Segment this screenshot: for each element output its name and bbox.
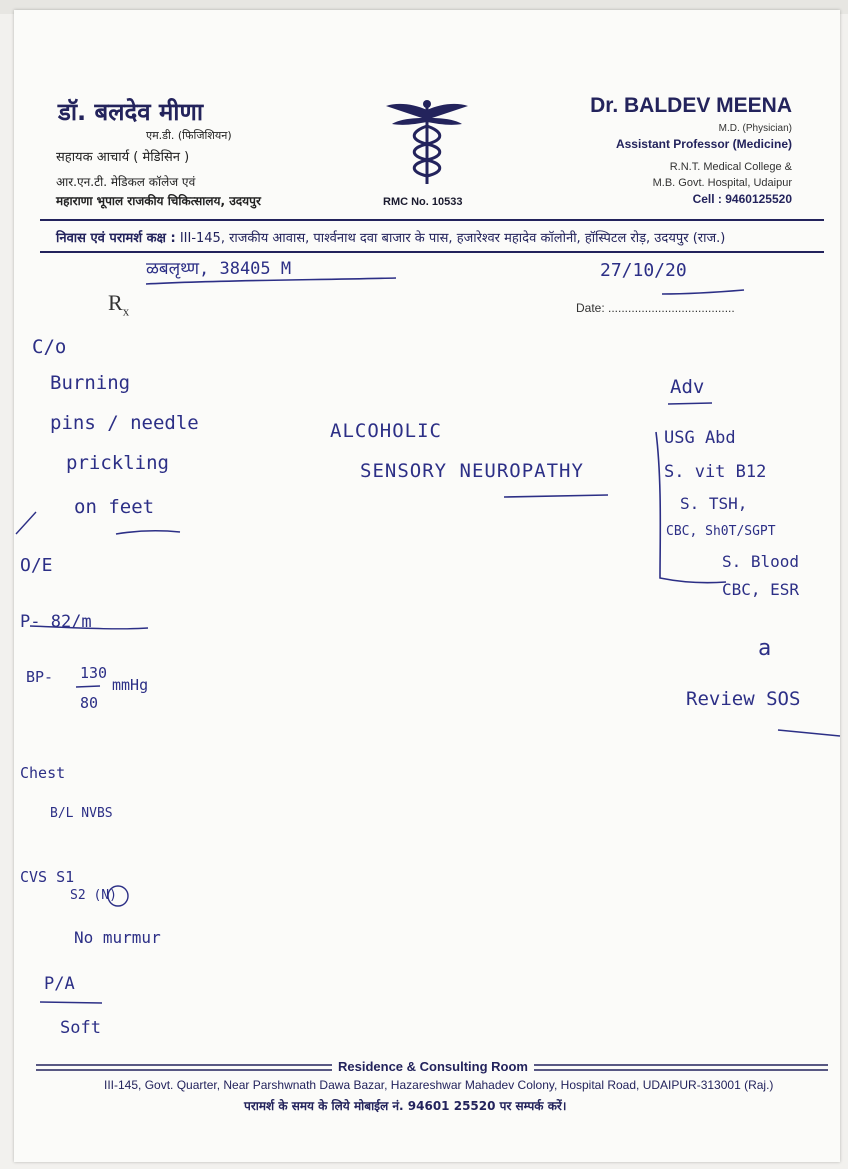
bp-unit: mmHg: [112, 676, 149, 694]
degree-english: M.D. (Physician): [718, 123, 792, 134]
doctor-name-hindi: डॉ. बलदेव मीणा: [58, 98, 204, 126]
investigation-item: S. vit B12: [664, 462, 767, 482]
date-label: Date: ......................................: [576, 301, 735, 315]
footer-title: Residence & Consulting Room: [332, 1059, 534, 1074]
complaint-line: Burning: [50, 372, 131, 394]
chest-finding: B/L NVBS: [50, 806, 113, 821]
complaint-line: prickling: [66, 452, 169, 474]
diagnosis-line2: SENSORY NEUROPATHY: [360, 460, 584, 482]
bp-label: BP-: [26, 668, 54, 686]
cvs-finding: No murmur: [74, 928, 161, 947]
investigation-item: S. TSH,: [680, 494, 748, 513]
residence-address: III-145, राजकीय आवास, पार्श्वनाथ दवा बाजार के पास, हजारेश्वर महादेव कॉलोनी, हॉस्पिटल रोड़, उदयपुर (राज.): [179, 231, 726, 246]
rmc-number: RMC No. 10533: [383, 196, 463, 208]
cvs-s2: S2 (N): [70, 888, 117, 903]
footer-mobile: परामर्श के समय के लिये मोबाईल नं. 94601 25520 पर सम्पर्क करें।: [244, 1099, 567, 1113]
college-english-line1: R.N.T. Medical College &: [669, 161, 792, 173]
pa-finding: Soft: [60, 1018, 101, 1038]
handwritten-date: 27/10/20: [600, 260, 687, 281]
doctor-name-english: Dr. BALDEV MEENA: [590, 94, 792, 117]
complaint-line: pins / needle: [50, 412, 199, 434]
post-hindi: सहायक आचार्य ( मेडिसिन ): [56, 150, 190, 165]
bp-systolic: 130: [80, 664, 108, 682]
caduceus-icon: [384, 96, 470, 188]
rx-symbol: $R_x$: [108, 290, 130, 319]
header-divider-bottom: [40, 251, 824, 253]
complaint-line: C/o: [32, 336, 67, 358]
pa-label: P/A: [44, 974, 75, 994]
college-hindi-line1: आर.एन.टी. मेडिकल कॉलेज एवं: [56, 175, 196, 189]
review-note: Review SOS: [686, 688, 801, 710]
investigation-item: S. Blood: [722, 552, 800, 571]
investigation-item: CBC, Sh0T/SGPT: [666, 524, 776, 539]
degree-hindi: एम.डी. (फिजिशियन): [146, 129, 232, 142]
cvs-label: CVS S1: [20, 868, 75, 886]
post-english: Assistant Professor (Medicine): [615, 137, 792, 151]
investigation-item: USG Abd: [664, 428, 736, 448]
patient-details: ळबलृथ्ण, 38405 M: [146, 259, 292, 279]
residence-line: [56, 228, 725, 246]
college-english-line2: M.B. Govt. Hospital, Udaipur: [652, 177, 792, 189]
bp-diastolic: 80: [80, 694, 99, 712]
residence-label: निवास एवं परामर्श कक्ष :: [56, 231, 176, 246]
complaint-line: on feet: [74, 496, 155, 518]
cell-number: Cell : 9460125520: [692, 192, 792, 206]
diagnosis-line1: ALCOHOLIC: [330, 420, 442, 442]
chest-label: Chest: [20, 764, 66, 782]
advice-label: Adv: [670, 376, 705, 398]
oe-label: O/E: [20, 555, 53, 576]
investigation-item: CBC, ESR: [722, 580, 800, 599]
review-mark: a: [758, 636, 772, 661]
college-hindi-line2: महाराणा भूपाल राजकीय चिकित्सालय, उदयपुर: [56, 194, 261, 208]
footer-address: III-145, Govt. Quarter, Near Parshwnath Dawa Bazar, Hazareshwar Mahadev Colony, Hospital Road, UDAIPUR-313001 (Raj.): [104, 1078, 774, 1092]
pulse-value: P- 82/m: [20, 612, 92, 632]
header-divider-top: [40, 219, 824, 221]
